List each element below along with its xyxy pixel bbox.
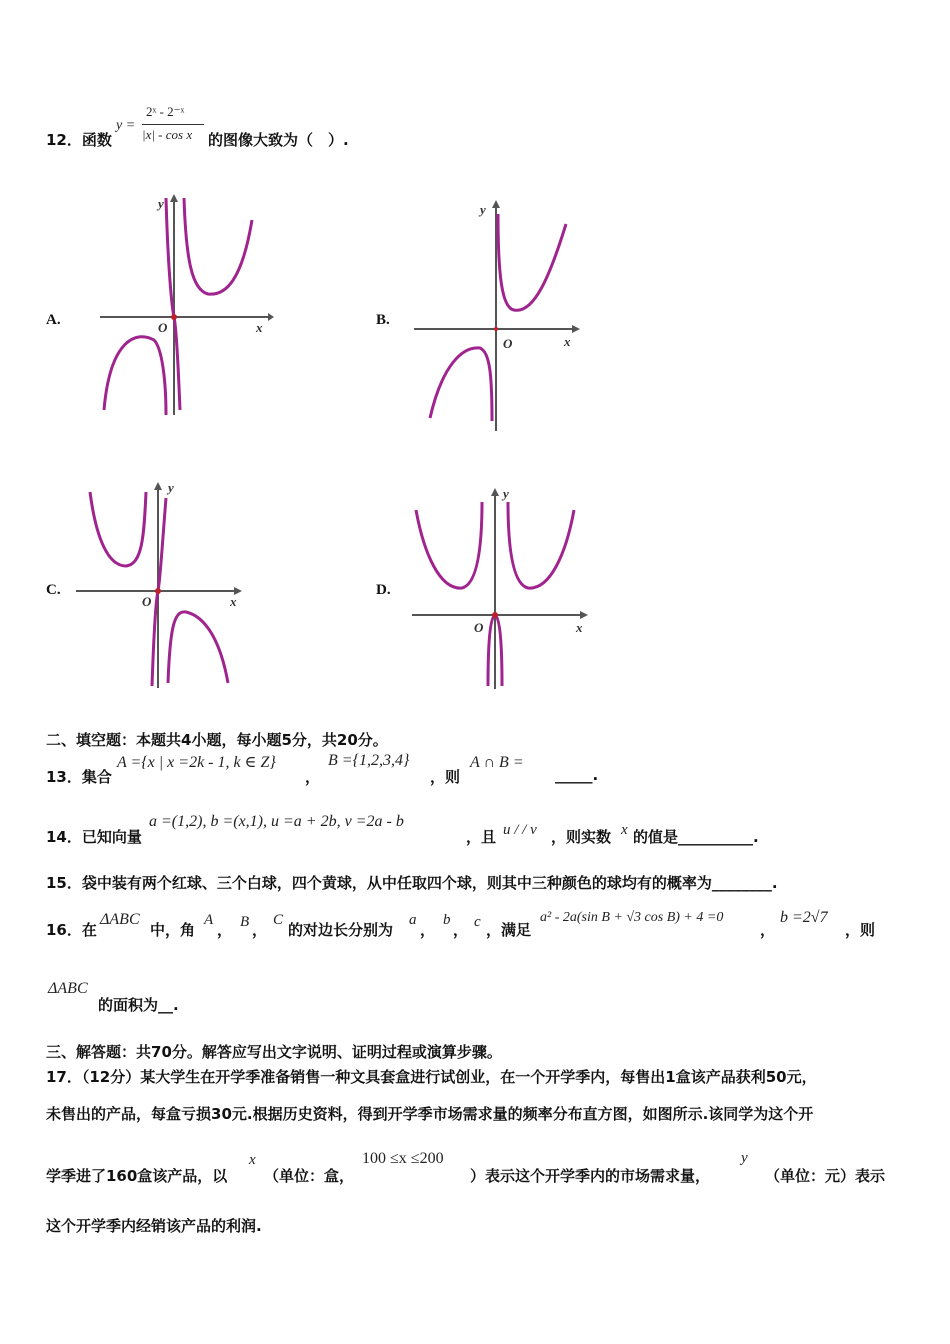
- q16-triangle-2: ΔABC: [48, 980, 88, 997]
- q16-angle-c: C: [273, 912, 284, 928]
- q16-sep2: ，: [252, 921, 268, 939]
- option-d-x-label: x: [576, 620, 583, 635]
- option-b-origin-label: O: [503, 336, 513, 351]
- option-a-origin-dot: [171, 314, 177, 320]
- q13-mid: ，则: [430, 768, 461, 786]
- option-a-curve-right: [184, 198, 252, 294]
- option-d-x-arrow: [580, 611, 588, 619]
- q16-side-c: c: [474, 914, 481, 930]
- q16-angle-a: A: [204, 912, 214, 928]
- option-c-label[interactable]: C.: [46, 582, 61, 598]
- q14-mid2: ，则实数: [551, 828, 612, 846]
- q14-var-x: x: [621, 822, 628, 838]
- q16-mid2: 的对边长分别为: [288, 921, 394, 939]
- q16-sep3: ，: [420, 921, 436, 939]
- option-a-label[interactable]: A.: [46, 312, 61, 328]
- q14-suffix[interactable]: 的值是__________.: [633, 828, 759, 846]
- option-a-x-arrow: [268, 313, 274, 321]
- q16-sep4: ，: [453, 921, 469, 939]
- option-a-y-arrow: [170, 194, 178, 202]
- option-b-graph[interactable]: [410, 196, 590, 436]
- q15-text: 15．袋中装有两个红球、三个白球，四个黄球，从中任取四个球，则其中三种颜色的球均有的概率为________.: [46, 874, 778, 892]
- option-d-origin-label: O: [474, 620, 484, 635]
- q16-side-a: a: [409, 912, 417, 928]
- q16-angle-b: B: [240, 914, 250, 930]
- q14-prefix: 14．已知向量: [46, 828, 142, 846]
- option-a-graph[interactable]: [96, 190, 276, 420]
- option-c-curve-left: [90, 492, 146, 566]
- q17-range: 100 ≤x ≤200: [362, 1150, 444, 1167]
- option-d-curve-left: [416, 502, 482, 588]
- q13-set-a: A ={x | x =2k - 1, k ∈ Z}: [117, 754, 276, 771]
- option-b-curve-left: [430, 348, 492, 421]
- option-b-x-arrow: [572, 325, 580, 333]
- option-c-origin-dot: [155, 588, 161, 594]
- option-b-curve-right: [498, 214, 566, 310]
- q12-fraction-bar: [142, 124, 204, 125]
- q17-line3-part2: （单位：盒，: [264, 1167, 355, 1185]
- q17-line4: 这个开学季内经销该产品的利润.: [46, 1217, 262, 1235]
- q16-triangle: ΔABC: [100, 911, 140, 928]
- q12-suffix: 的图像大致为（ ）.: [208, 131, 349, 149]
- option-c-y-arrow: [154, 482, 162, 490]
- option-c-y-label: y: [168, 480, 174, 495]
- q13-blank[interactable]: _____.: [555, 766, 599, 784]
- section3-title: 三、解答题：共70分。解答应写出文字说明、证明过程或演算步骤。: [46, 1043, 502, 1061]
- q17-var-y: y: [741, 1150, 748, 1166]
- q14-mid: ，且: [466, 828, 497, 846]
- option-d-origin-dot: [492, 612, 498, 618]
- option-a-y-label: y: [158, 196, 164, 211]
- q13-comma: ，: [305, 768, 321, 786]
- option-d-curve-right: [508, 502, 574, 588]
- q16-suffix: ，则: [845, 921, 876, 939]
- q14-vectors: a =(1,2), b =(x,1), u =a + 2b, v =2a - b: [149, 813, 404, 830]
- q17-var-x: x: [249, 1152, 256, 1168]
- q13-prefix: 13．集合: [46, 768, 112, 786]
- option-b-y-arrow: [492, 200, 500, 208]
- option-d-y-label: y: [503, 486, 509, 501]
- option-d-graph[interactable]: [410, 484, 590, 694]
- option-b-x-label: x: [564, 334, 571, 349]
- q17-line1: 17．（12分）某大学生在开学季准备销售一种文具套盒进行试创业，在一个开学季内，每售出1盒该产品获利50元，: [46, 1068, 817, 1086]
- option-d-label[interactable]: D.: [376, 582, 391, 598]
- option-a-curve-left: [104, 337, 166, 415]
- q13-expression: A ∩ B =: [470, 754, 524, 771]
- q13-set-b: B ={1,2,3,4}: [328, 752, 410, 769]
- q16-comma: ，: [760, 921, 776, 939]
- q12-formula-y: y =: [116, 118, 136, 133]
- option-b-origin-dot: [494, 327, 498, 331]
- q16-equation: a² - 2a(sin B + √3 cos B) + 4 =0: [540, 910, 724, 925]
- option-a-origin-label: O: [158, 320, 168, 335]
- option-a-x-label: x: [256, 320, 263, 335]
- option-c-graph[interactable]: [74, 478, 249, 693]
- q14-condition: u / / v: [503, 822, 537, 838]
- q16-mid1: 中，角: [150, 921, 196, 939]
- q16-side-b: b: [443, 912, 451, 928]
- option-c-curve-right: [168, 612, 228, 683]
- q16-b-value: b =2√7: [780, 909, 828, 926]
- option-d-y-arrow: [491, 488, 499, 496]
- q17-line3-part4: （单位：元）表示: [765, 1167, 886, 1185]
- q12-formula-denominator: |x| - cos x: [142, 127, 193, 142]
- q17-line3-part1: 学季进了160盒该产品，以: [46, 1167, 228, 1185]
- q17-line3-part3: ）表示这个开学季内的市场需求量，: [470, 1167, 711, 1185]
- option-b-label[interactable]: B.: [376, 312, 390, 328]
- section2-title: 二、填空题：本题共4小题，每小题5分，共20分。: [46, 731, 388, 749]
- q16-end[interactable]: 的面积为__.: [98, 996, 179, 1014]
- option-b-y-label: y: [480, 202, 486, 217]
- option-c-origin-label: O: [142, 594, 152, 609]
- q16-prefix: 16．在: [46, 921, 97, 939]
- q12-formula-numerator: 2ˣ - 2⁻ˣ: [146, 104, 185, 119]
- q12-prefix: 12．函数: [46, 131, 112, 149]
- q17-line2: 未售出的产品，每盒亏损30元.根据历史资料，得到开学季市场需求量的频率分布直方图，如图所示.该同学为这个开: [46, 1105, 814, 1123]
- q16-sep1: ，: [217, 921, 233, 939]
- option-c-x-label: x: [230, 594, 237, 609]
- q16-mid3: ，满足: [486, 921, 532, 939]
